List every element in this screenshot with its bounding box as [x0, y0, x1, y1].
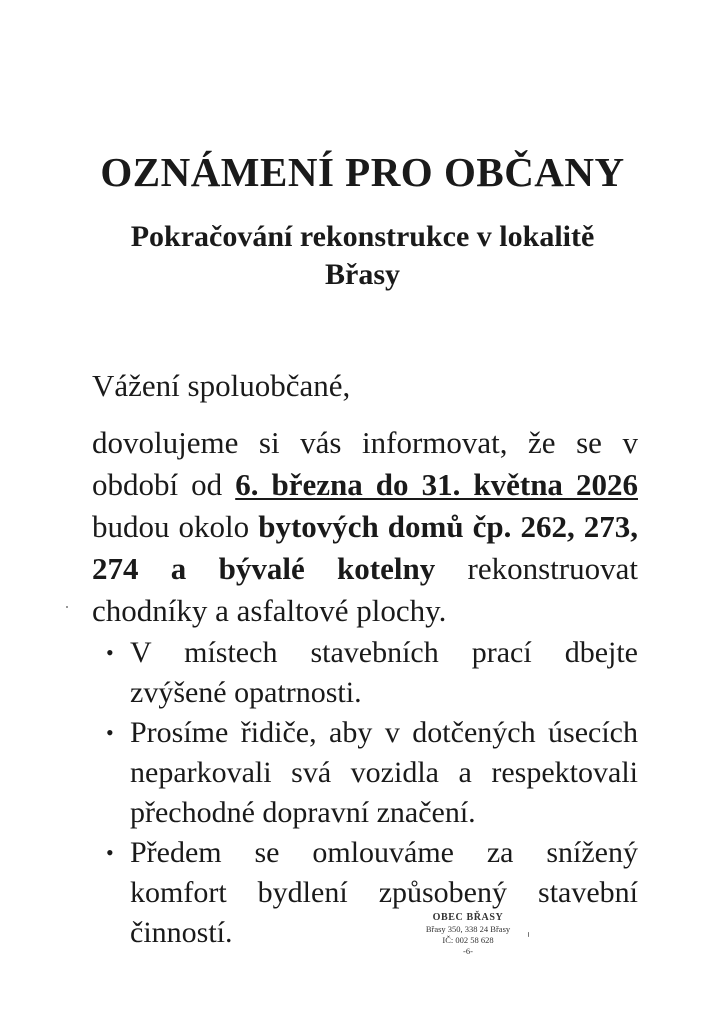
date-range: 6. března do 31. května 2026	[235, 467, 638, 502]
scan-artifact	[528, 932, 529, 937]
list-item	[92, 713, 638, 833]
municipal-stamp	[398, 912, 538, 957]
scan-artifact	[66, 606, 68, 608]
body-text-part-2: budou okolo	[92, 509, 259, 544]
bullet-text: V místech stavebních prací dbejte zvýšené opatrnosti.	[130, 636, 638, 709]
notice-title: OZNÁMENÍ PRO OBČANY	[100, 149, 625, 195]
subtitle-line-1: Pokračování rekonstrukce v lokalitě	[130, 220, 595, 253]
bullet-list	[92, 633, 638, 953]
notice-subtitle	[60, 218, 665, 294]
bullet-icon: •	[106, 640, 114, 665]
bullet-text: Předem se omlouváme za snížený komfort bydlení způsobený stavební činností.	[130, 836, 638, 949]
subtitle-line-2: Břasy	[325, 258, 400, 291]
body-paragraph	[92, 422, 638, 632]
stamp-mark: -6-	[463, 946, 473, 956]
stamp-address: Břasy 350, 338 24 Břasy	[425, 924, 511, 934]
stamp-name: OBEC BŘASY	[432, 912, 504, 923]
body-text-part-1: dovolujeme si vás informovat, že se v období od	[92, 425, 638, 502]
bullet-icon: •	[106, 720, 114, 745]
body-text-part-3: rekonstruovat chodníky a asfaltové plochy.	[92, 551, 638, 628]
affected-locations: bytových domů čp. 262, 273, 274 a bývalé kotelny	[92, 509, 638, 586]
list-item	[92, 833, 638, 953]
stamp-ic: IČ: 002 58 628	[442, 935, 494, 945]
list-item	[92, 633, 638, 713]
bullet-text: Prosíme řidiče, aby v dotčených úsecích neparkovali svá vozidla a respektovali přechodné dopravní značení.	[130, 716, 638, 829]
greeting: Vážení spoluobčané,	[92, 368, 351, 403]
bullet-icon: •	[106, 840, 114, 865]
